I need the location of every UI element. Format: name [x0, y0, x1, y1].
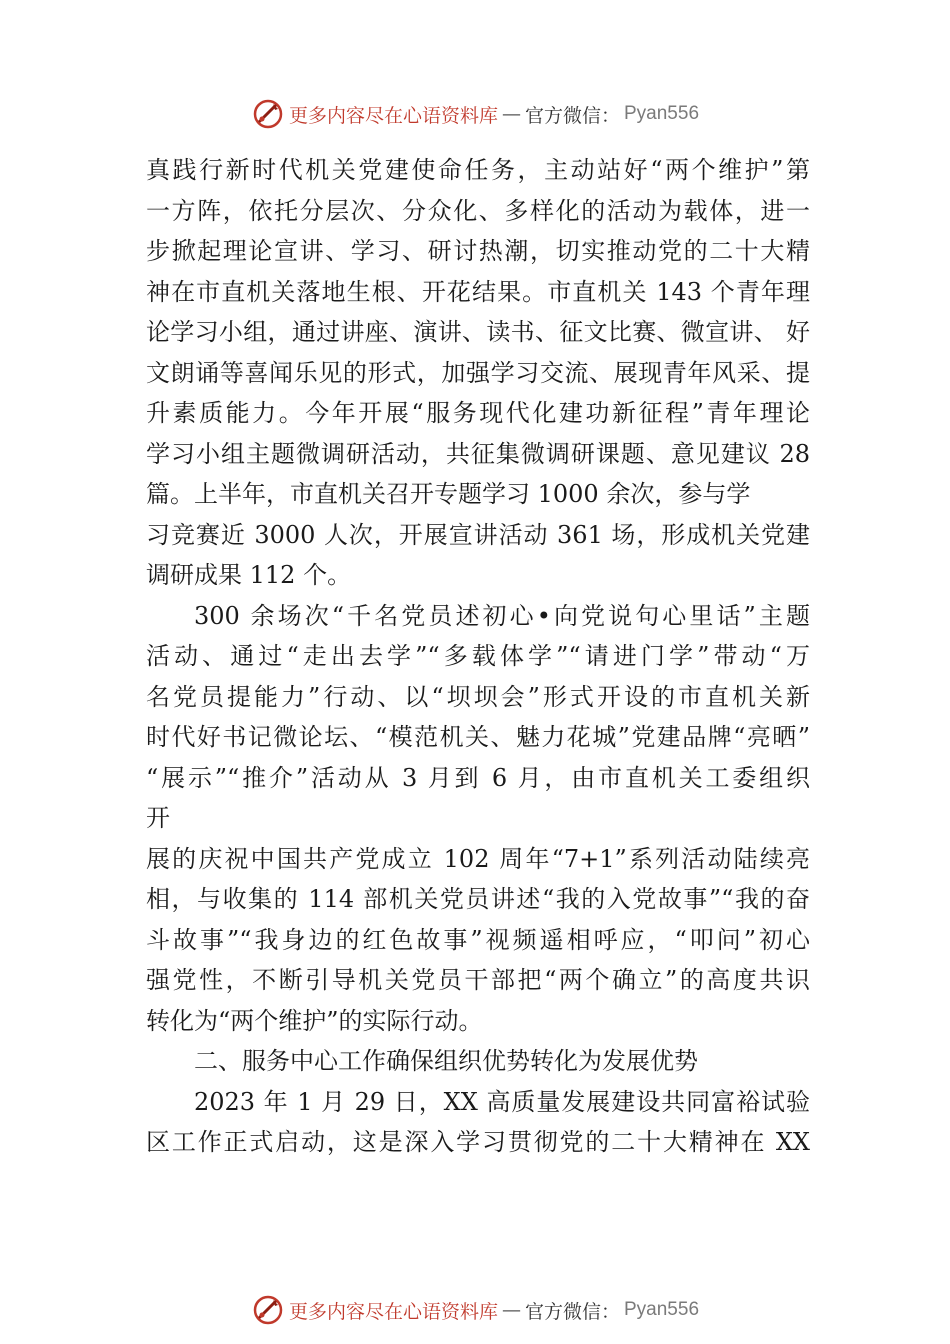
text-line: 区工作正式启动，这是深入学习贯彻党的二十大精神在 XX — [146, 1128, 810, 1156]
text-line: 论学习小组，通过讲座、演讲、读书、征文比赛、微宣讲、 好 — [146, 318, 810, 346]
text-line: 展的庆祝中国共产党成立 102 周年“7+1”系列活动陆续亮 — [146, 844, 810, 873]
brand-logo-icon — [251, 1293, 285, 1327]
watermark-wechat-id: Pyan556 — [624, 1299, 700, 1320]
text-line: 二、服务中心工作确保组织优势转化为发展优势 — [194, 1047, 698, 1075]
watermark-wechat-id: Pyan556 — [624, 103, 700, 124]
text-line: 学习小组主题微调研活动，共征集微调研课题、意见建议 28 — [146, 439, 810, 468]
watermark-separator: — — [501, 103, 521, 125]
text-line: 习竞赛近 3000 人次，开展宣讲活动 361 场，形成机关党建 — [146, 520, 810, 549]
watermark-wechat-label: 官方微信： — [524, 104, 620, 127]
watermark-wechat-label: 官方微信： — [524, 1300, 620, 1323]
watermark-brand-text: 更多内容尽在心语资料库 — [288, 1300, 498, 1323]
header-watermark — [0, 94, 950, 134]
text-line: 升素质能力。今年开展“服务现代化建功新征程”青年理论 — [146, 399, 810, 427]
footer-watermark — [0, 1290, 950, 1330]
text-line: 300 余场次“千名党员述初心•向党说句心里话”主题 — [194, 601, 810, 630]
text-line: 神在市直机关落地生根、开花结果。市直机关 143 个青年理 — [146, 277, 810, 306]
brand-logo-icon — [251, 97, 285, 131]
text-line: 强党性，不断引导机关党员干部把“两个确立”的高度共识 — [146, 966, 810, 994]
text-line: 一方阵，依托分层次、分众化、多样化的活动为载体，进一 — [146, 196, 810, 225]
text-line: 时代好书记微论坛、“模范机关、魅力花城”党建品牌“亮晒” — [146, 723, 810, 751]
text-line: 相，与收集的 114 部机关党员讲述“我的入党故事”“我的奋 — [146, 885, 810, 913]
text-line: 步掀起理论宣讲、学习、研讨热潮，切实推动党的二十大精 — [146, 237, 810, 265]
watermark-brand-text: 更多内容尽在心语资料库 — [288, 104, 498, 127]
text-line: 名党员提能力”行动、以“坝坝会”形式开设的市直机关新 — [146, 682, 810, 711]
text-line: 篇。上半年，市直机关召开专题学习 1000 余次，参与学 — [146, 480, 751, 508]
text-line: 转化为“两个维护”的实际行动。 — [146, 1006, 483, 1035]
text-line: 2023 年 1 月 29 日，XX 高质量发展建设共同富裕试验 — [194, 1087, 810, 1116]
watermark-separator: — — [501, 1299, 521, 1321]
document-body — [146, 150, 810, 1163]
text-line: “展示”“推介”活动从 3 月到 6 月，由市直机关工委组织 — [146, 763, 810, 792]
text-line: 调研成果 112 个。 — [146, 561, 352, 589]
text-line: 真践行新时代机关党建使命任务，主动站好“两个维护”第 — [146, 156, 810, 184]
text-line: 斗故事”“我身边的红色故事”视频遥相呼应，“叩问”初心 — [146, 925, 810, 954]
text-line: 活动、通过“走出去学”“多载体学”“请进门学”带动“万 — [146, 642, 810, 670]
text-line: 开 — [146, 804, 170, 832]
text-line: 文朗诵等喜闻乐见的形式，加强学习交流、展现青年风采、提 — [146, 358, 810, 387]
